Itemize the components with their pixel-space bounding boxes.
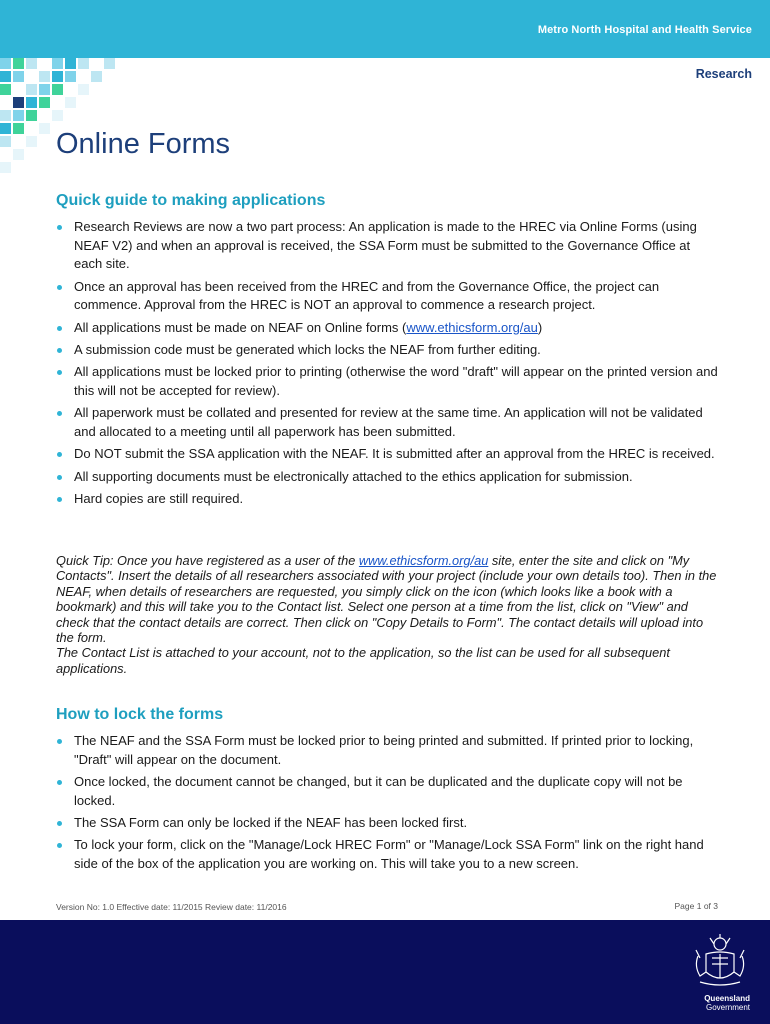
mosaic-square: [65, 71, 76, 82]
mosaic-square: [0, 162, 11, 173]
mosaic-square: [78, 84, 89, 95]
list-item: Once locked, the document cannot be changed, but it can be duplicated and the duplicate copy will not be locked.: [56, 773, 720, 810]
mosaic-square: [52, 84, 63, 95]
bullet-icon: [57, 497, 62, 502]
list-item: Once an approval has been received from the HREC and from the Governance Office, the project can commence. Approval from the HREC is NOT an approval to commence a research project.: [56, 278, 720, 315]
footer-version: Version No: 1.0 Effective date: 11/2015 Review date: 11/2016: [56, 902, 287, 912]
bullet-icon: [57, 411, 62, 416]
mosaic-square: [26, 58, 37, 69]
mosaic-square: [78, 58, 89, 69]
list-item: All applications must be made on NEAF on Online forms (www.ethicsform.org/au): [56, 319, 720, 338]
bullet-icon: [57, 780, 62, 785]
section-label: Research: [695, 67, 752, 81]
mosaic-square: [0, 110, 11, 121]
bullet-icon: [57, 821, 62, 826]
mosaic-square: [26, 97, 37, 108]
mosaic-square: [13, 58, 24, 69]
bullet-icon: [57, 843, 62, 848]
footer-page-number: Page 1 of 3: [674, 901, 718, 911]
mosaic-square: [52, 110, 63, 121]
mosaic-square: [0, 136, 11, 147]
mosaic-square: [13, 149, 24, 160]
bullet-icon: [57, 285, 62, 290]
logo-line-1: Queensland: [704, 994, 750, 1003]
bullet-icon: [57, 475, 62, 480]
list-item: Hard copies are still required.: [56, 490, 720, 509]
header-band: [0, 0, 770, 58]
mosaic-square: [91, 71, 102, 82]
mosaic-square: [26, 110, 37, 121]
mosaic-square: [39, 97, 50, 108]
mosaic-square: [13, 97, 24, 108]
mosaic-square: [0, 123, 11, 134]
mosaic-square: [65, 97, 76, 108]
mosaic-square: [0, 58, 11, 69]
mosaic-square: [65, 58, 76, 69]
mosaic-square: [0, 71, 11, 82]
list-item: Do NOT submit the SSA application with the NEAF. It is submitted after an approval from the HREC is received.: [56, 445, 720, 464]
bullet-icon: [57, 370, 62, 375]
list-item: The NEAF and the SSA Form must be locked prior to being printed and submitted. If printed prior to locking, "Draft" will appear on the document.: [56, 732, 720, 769]
footer-band: [0, 920, 770, 1024]
mosaic-square: [52, 58, 63, 69]
mosaic-square: [39, 71, 50, 82]
mosaic-square: [0, 84, 11, 95]
ethicsform-link[interactable]: www.ethicsform.org/au: [406, 319, 538, 335]
list-item: Research Reviews are now a two part process: An application is made to the HREC via Online Forms (using NEAF V2) and when an approval is received, the SSA Form must be submitted to the Governance Office at each site.: [56, 218, 720, 274]
bullet-icon: [57, 225, 62, 230]
quick-guide-list: [56, 218, 720, 512]
mosaic-square: [13, 110, 24, 121]
mosaic-square: [39, 84, 50, 95]
list-item: A submission code must be generated which locks the NEAF from further editing.: [56, 341, 720, 360]
mosaic-square: [26, 136, 37, 147]
org-name: Metro North Hospital and Health Service: [537, 24, 752, 36]
bullet-icon: [57, 739, 62, 744]
bullet-icon: [57, 326, 62, 331]
logo-line-2: Government: [705, 1003, 750, 1012]
mosaic-square: [39, 123, 50, 134]
section-heading-quick-guide: Quick guide to making applications: [56, 192, 326, 209]
list-item: All applications must be locked prior to printing (otherwise the word "draft" will appear on the printed version and this will not be accepted for review).: [56, 363, 720, 400]
list-item: To lock your form, click on the "Manage/Lock HREC Form" or "Manage/Lock SSA Form" link on the right hand side of the box of the application you are working on. This will take you to a new screen.: [56, 836, 720, 873]
mosaic-square: [52, 71, 63, 82]
bullet-icon: [57, 452, 62, 457]
mosaic-square: [104, 58, 115, 69]
mosaic-square: [13, 123, 24, 134]
list-item: The SSA Form can only be locked if the NEAF has been locked first.: [56, 814, 720, 833]
quick-tip: Quick Tip: Once you have registered as a user of the www.ethicsform.org/au site, enter the site and click on "My Contacts". Insert the details of all researchers associated with your project (include your own details too). Then in the NEAF, when details of researchers are requested, you simply click on the icon (which looks like a book with a bookmark) and this will take you to the Contact list. Select one person at a time from the list, click on "View" and check that the contact details are correct. Then click on "Copy Details to Form". The contact details will upload into the form. The Contact List is attached to your account, not to the application, so the list can be used for all subsequent applications.: [56, 553, 717, 676]
list-item: All paperwork must be collated and presented for review at the same time. An application will not be validated and allocated to a meeting until all paperwork has been submitted.: [56, 404, 720, 441]
section-heading-lock-forms: How to lock the forms: [56, 706, 224, 723]
mosaic-square: [13, 71, 24, 82]
mosaic-square: [26, 84, 37, 95]
page-title: Online Forms: [56, 128, 231, 160]
list-item: All supporting documents must be electronically attached to the ethics application for submission.: [56, 468, 720, 487]
bullet-icon: [57, 348, 62, 353]
quick-tip-ethicsform-link[interactable]: www.ethicsform.org/au: [358, 553, 489, 568]
lock-forms-list: [56, 732, 720, 877]
